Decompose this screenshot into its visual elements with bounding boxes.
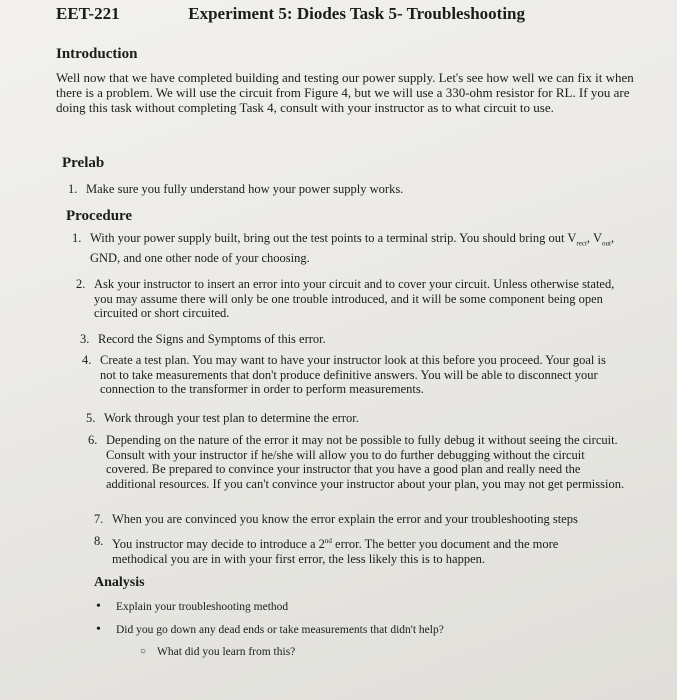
procedure-item-3 <box>80 332 628 347</box>
analysis-sub-bullet: ○ What did you learn from this? <box>140 646 296 658</box>
introduction-text: Well now that we have completed building and testing our power supply. Let's see how well we can fix it when there is a problem. We will use the circuit from Figure 4, but we will use a 330-ohm resistor for RL. If you are doing this task without completing Task 4, consult with your instructor as to what circuit to use. <box>56 70 634 115</box>
introduction-heading: Introduction <box>56 46 138 62</box>
item-text: With your power supply built, bring out the test points to a terminal strip. You should bring out <box>90 231 565 245</box>
item-number: 4. <box>82 353 92 367</box>
prelab-heading: Prelab <box>62 155 105 171</box>
procedure-heading: Procedure <box>66 208 133 224</box>
analysis-heading: Analysis <box>94 575 145 590</box>
item-number: 6. <box>88 433 98 447</box>
procedure-item-2 <box>76 277 632 321</box>
item-text: Record the Signs and Symptoms of this error. <box>98 332 326 346</box>
prelab-item-1 <box>68 182 646 197</box>
procedure-item-1: 1. With your power supply built, bring out the test points to a terminal strip. You should bring out $V_{rect}$, $V_{out}$, GND, and one other node of your choosing. <box>72 231 615 265</box>
v-out-label: $V_{out}$ <box>592 231 611 248</box>
item-number: 8. <box>94 534 104 548</box>
item-text: When you are convinced you know the error explain the error and your troubleshooting steps <box>112 512 578 526</box>
bullet-icon: • <box>96 599 101 614</box>
ordinal-suffix: nd <box>324 537 332 545</box>
procedure-item-8: 8. You instructor may decide to introduce a 2nd error. The better you document and the more methodical you are in with your first error, the less likely this is to happen. <box>94 534 559 566</box>
item-text: Depending on the nature of the error it may not be possible to fully debug it without seeing the circuit. Consult with your instructor if he/she will allow you to do further debugging without the circuit covered. Be prepared to convince your instructor that you have a good plan and really need the additional resources. If you can't convince your instructor about your plan, you may not get permission. <box>106 433 625 491</box>
procedure-item-7 <box>94 512 632 527</box>
item-text: Create a test plan. You may want to have your instructor look at this before you proceed. Your goal is not to take measurements that don't produce definitive answers. You will be able to disconnect your connection to the transformer in order to perform measurements. <box>100 353 606 396</box>
item-number: 1. <box>68 182 78 196</box>
item-number: 7. <box>94 512 104 526</box>
experiment-title: Experiment 5: Diodes Task 5- Troubleshooting <box>188 4 526 23</box>
item-text: Make sure you fully understand how your power supply works. <box>86 182 404 196</box>
procedure-item-4 <box>82 353 620 397</box>
item-number: 5. <box>86 411 96 425</box>
item-number: 2. <box>76 277 86 291</box>
page-header <box>56 4 525 24</box>
course-code: EET-221 <box>56 4 120 23</box>
item-text: Work through your test plan to determine the error. <box>104 411 359 425</box>
circle-bullet-icon: ○ <box>140 646 147 657</box>
item-number: 1. <box>72 231 82 245</box>
item-text: Ask your instructor to insert an error into your circuit and to cover your circuit. Unless otherwise stated, you may assume there will only be one trouble introduced, and it will be some component being open circuited or short circuited. <box>94 277 615 320</box>
bullet-icon: • <box>96 622 101 637</box>
analysis-bullet-2: • Did you go down any dead ends or take measurements that didn't help? <box>96 622 444 637</box>
procedure-item-5 <box>86 411 614 426</box>
analysis-bullet-1: • Explain your troubleshooting method <box>96 599 289 614</box>
item-number: 3. <box>80 332 90 346</box>
v-rect-label: $V_{rect}$ <box>567 231 587 248</box>
procedure-item-6 <box>88 433 628 491</box>
